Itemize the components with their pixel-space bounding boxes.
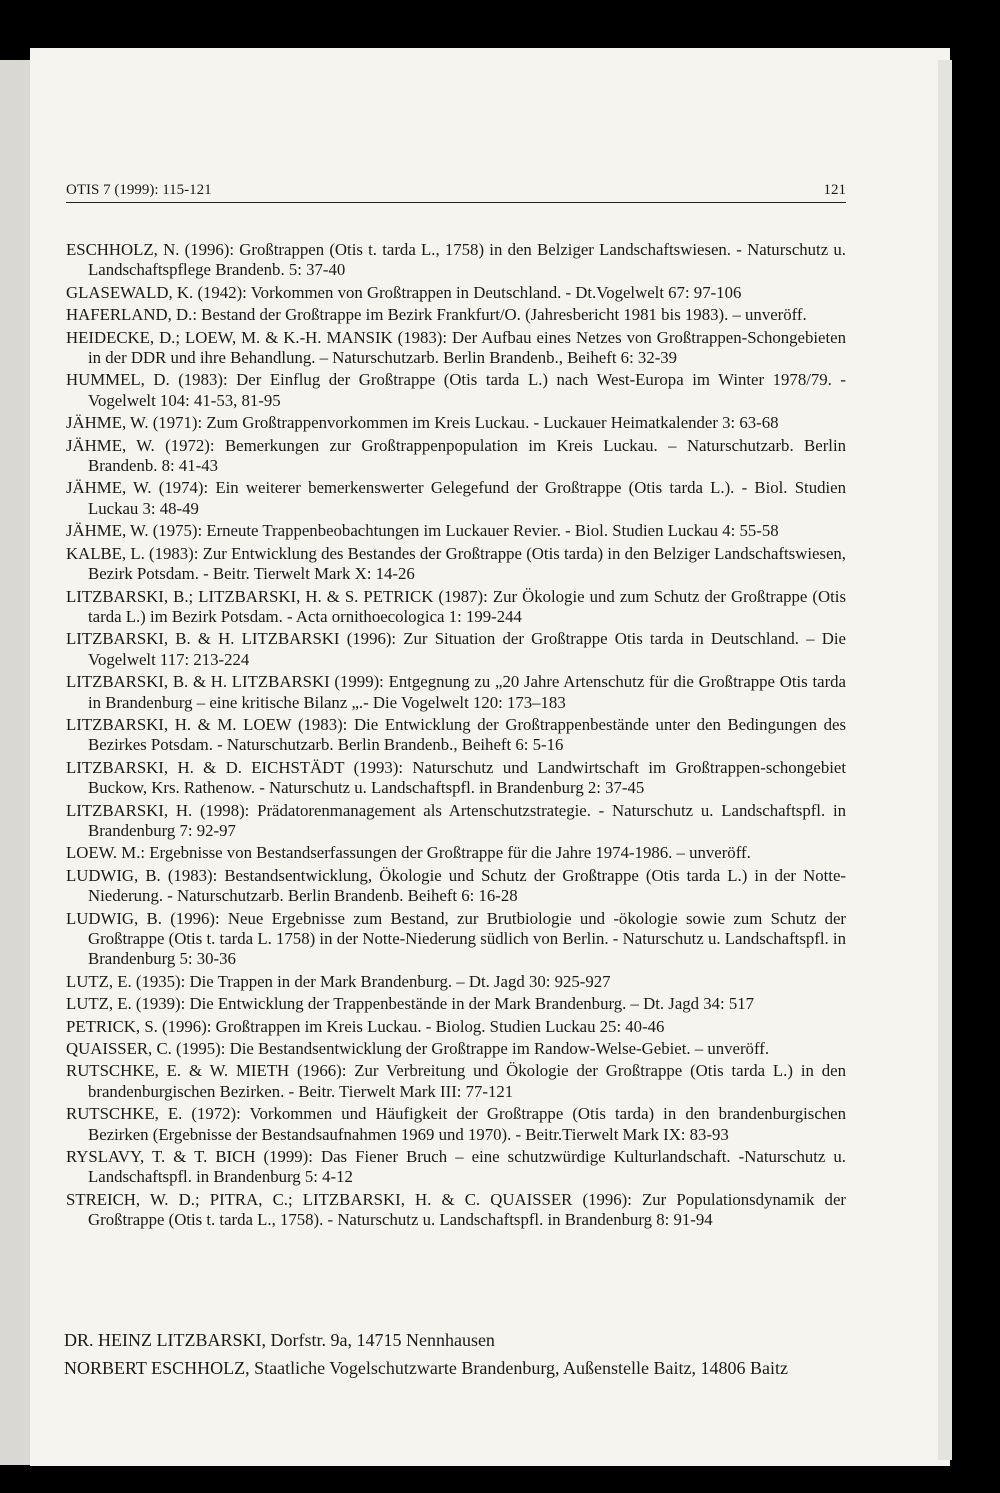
reference-item: PETRICK, S. (1996): Großtrappen im Kreis Luckau. - Biolog. Studien Luckau 25: 40-46 xyxy=(66,1016,665,1036)
author-address: NORBERT ESCHHOLZ, Staatliche Vogelschutzwarte Brandenburg, Außenstelle Baitz, 14806 Baitz xyxy=(64,1358,788,1378)
reference-item: LOEW. M.: Ergebnisse von Bestandserfassungen der Großtrappe für die Jahre 1974-1986. – unveröff. xyxy=(66,843,751,863)
reference-item: RUTSCHKE, E. & W. MIETH (1966): Zur Verbreitung und Ökologie der Großtrappe (Otis tarda L.) in den brandenburgischen Bezirken. - Beitr. Tierwelt Mark III: 77-121 xyxy=(66,1061,846,1101)
reference-item: ESCHHOLZ, N. (1996): Großtrappen (Otis t. tarda L., 1758) in den Belziger Landschaftswiesen. - Naturschutz u. Landschaftspflege Brandenb. 5: 37-40 xyxy=(66,240,846,280)
running-header xyxy=(66,182,846,203)
journal-citation: OTIS 7 (1999): 115-121 xyxy=(66,182,212,198)
reference-item: LUDWIG, B. (1996): Neue Ergebnisse zum Bestand, zur Brutbiologie und -ökologie sowie zum Schutz der Großtrappe (Otis t. tarda L. 1758) in der Notte-Niederung südlich von Berlin. - Naturschutz u. Landschaftspfl. in Brandenburg 5: 30-36 xyxy=(66,908,846,969)
reference-item: QUAISSER, C. (1995): Die Bestandsentwicklung der Großtrappe im Randow-Welse-Gebiet. – unveröff. xyxy=(66,1039,770,1059)
reference-list xyxy=(66,240,846,1233)
reference-item: HAFERLAND, D.: Bestand der Großtrappe im Bezirk Frankfurt/O. (Jahresbericht 1981 bis 1983). – unveröff. xyxy=(66,305,807,325)
reference-item: LITZBARSKI, H. (1998): Prädatorenmanagement als Artenschutzstrategie. - Naturschutz u. Landschaftspfl. in Brandenburg 7: 92-97 xyxy=(66,800,846,840)
reference-item: HUMMEL, D. (1983): Der Einflug der Großtrappe (Otis tarda L.) nach West-Europa im Winter 1978/79. - Vogelwelt 104: 41-53, 81-95 xyxy=(66,370,846,410)
reference-item: LITZBARSKI, B. & H. LITZBARSKI (1999): Entgegnung zu „20 Jahre Artenschutz für die Großtrappe Otis tarda in Brandenburg – eine kritische Bilanz „.- Die Vogelwelt 120: 173–183 xyxy=(66,672,846,712)
reference-item: LITZBARSKI, B.; LITZBARSKI, H. & S. PETRICK (1987): Zur Ökologie und zum Schutz der Großtrappe (Otis tarda L.) im Bezirk Potsdam. - Acta ornithoecologica 1: 199-244 xyxy=(66,586,846,626)
reference-item: LUTZ, E. (1939): Die Entwicklung der Trappenbestände in der Mark Brandenburg. – Dt. Jagd 34: 517 xyxy=(66,994,755,1014)
reference-item: JÄHME, W. (1975): Erneute Trappenbeobachtungen im Luckauer Revier. - Biol. Studien Luckau 4: 55-58 xyxy=(66,521,779,541)
reference-item: RUTSCHKE, E. (1972): Vorkommen und Häufigkeit der Großtrappe (Otis tarda) in den brandenburgischen Bezirken (Ergebnisse der Bestandsaufnahmen 1969 und 1970). - Beitr.Tierwelt Mark IX: 83-93 xyxy=(66,1104,846,1144)
reference-item: LITZBARSKI, B. & H. LITZBARSKI (1996): Zur Situation der Großtrappe Otis tarda in Deutschland. – Die Vogelwelt 117: 213-224 xyxy=(66,629,846,669)
book-spine xyxy=(0,60,30,1465)
reference-item: RYSLAVY, T. & T. BICH (1999): Das Fiener Bruch – eine schutzwürdige Kulturlandschaft. -Naturschutz u. Landschaftspfl. in Brandenburg 5: 4-12 xyxy=(66,1147,846,1187)
reference-item: KALBE, L. (1983): Zur Entwicklung des Bestandes der Großtrappe (Otis tarda) in den Belziger Landschaftswiesen, Bezirk Potsdam. - Beitr. Tierwelt Mark X: 14-26 xyxy=(66,543,846,584)
reference-item: HEIDECKE, D.; LOEW, M. & K.-H. MANSIK (1983): Der Aufbau eines Netzes von Großtrappen-Schongebieten in der DDR und ihre Behandlung. – Naturschutzarb. Berlin Brandenb., Beiheft 6: 32-39 xyxy=(66,327,846,368)
reference-item: STREICH, W. D.; PITRA, C.; LITZBARSKI, H. & C. QUAISSER (1996): Zur Populationsdynamik der Großtrappe (Otis t. tarda L., 1758). - Naturschutz u. Landschaftspfl. in Brandenburg 8: 91-94 xyxy=(66,1189,846,1230)
reference-item: LUDWIG, B. (1983): Bestandsentwicklung, Ökologie und Schutz der Großtrappe (Otis tarda L.) in der Notte-Niederung. - Naturschutzarb. Berlin Brandenb. Beiheft 6: 16-28 xyxy=(66,865,846,906)
reference-item: LITZBARSKI, H. & M. LOEW (1983): Die Entwicklung der Großtrappenbestände unter den Bedingungen des Bezirkes Potsdam. - Naturschutzarb. Berlin Brandenb., Beiheft 6: 5-16 xyxy=(66,714,846,755)
page-number: 121 xyxy=(823,182,846,198)
reference-item: GLASEWALD, K. (1942): Vorkommen von Großtrappen in Deutschland. - Dt.Vogelwelt 67: 97-106 xyxy=(66,282,742,302)
reference-item: JÄHME, W. (1974): Ein weiterer bemerkenswerter Gelegefund der Großtrappe (Otis tarda L.). - Biol. Studien Luckau 3: 48-49 xyxy=(66,478,846,518)
reference-item: LUTZ, E. (1935): Die Trappen in der Mark Brandenburg. – Dt. Jagd 30: 925-927 xyxy=(66,971,611,991)
reference-item: JÄHME, W. (1972): Bemerkungen zur Großtrappenpopulation im Kreis Luckau. – Naturschutzarb. Berlin Brandenb. 8: 41-43 xyxy=(66,435,846,476)
author-address: DR. HEINZ LITZBARSKI, Dorfstr. 9a, 14715 Nennhausen xyxy=(64,1330,495,1350)
page-edge xyxy=(938,60,952,1460)
reference-item: JÄHME, W. (1971): Zum Großtrappenvorkommen im Kreis Luckau. - Luckauer Heimatkalender 3: 63-68 xyxy=(66,413,779,433)
reference-item: LITZBARSKI, H. & D. EICHSTÄDT (1993): Naturschutz und Landwirtschaft im Großtrappen-schongebiet Buckow, Krs. Rathenow. - Naturschutz u. Landschaftspfl. in Brandenburg 2: 37-45 xyxy=(66,757,846,798)
